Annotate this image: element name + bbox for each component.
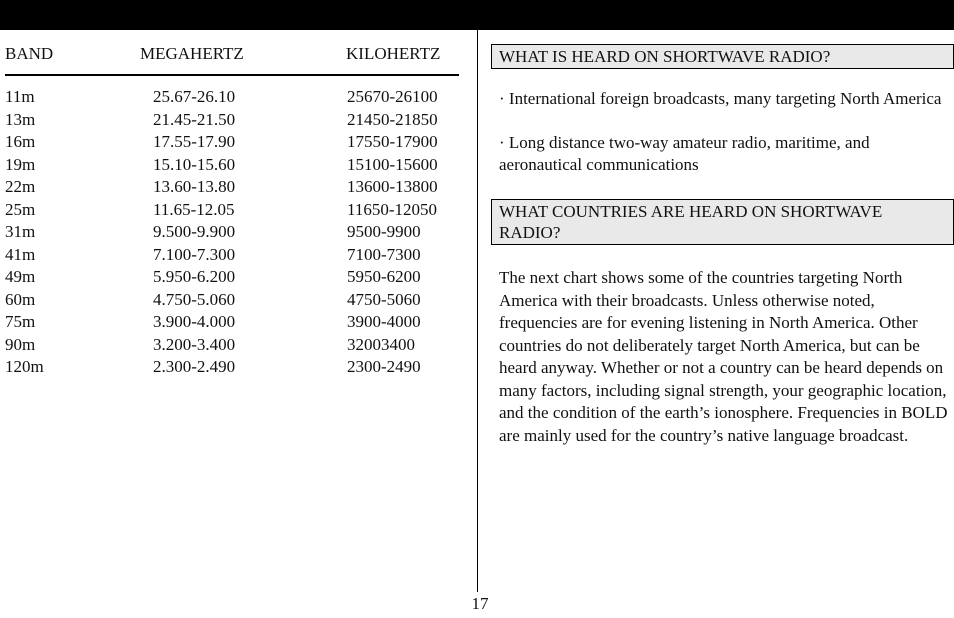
table-row	[5, 154, 459, 177]
table-row	[5, 109, 459, 132]
band-cell: 31m	[5, 222, 36, 241]
megahertz-cell: 13.60-13.80	[153, 177, 236, 196]
table-row	[5, 221, 459, 244]
countries-paragraph: The next chart shows some of the countries targeting North America with their broadcasts. Unless otherwise noted, frequencies are for evening listening in North America. Other countries do not deliberately target North America, but can be heard anyway. Whether or not a country can be heard depends on many factors, including signal strength, your geographic location, and the condition of the earth’s ionosphere. Frequencies in BOLD are mainly used for the country’s native language broadcast.	[499, 268, 948, 445]
kilohertz-cell: 11650-12050	[347, 199, 438, 219]
megahertz-cell: 7.100-7.300	[153, 244, 236, 264]
column-divider	[477, 30, 478, 592]
band-cell: 49m	[5, 267, 36, 286]
kilohertz-cell: 21450-21850	[347, 109, 438, 129]
megahertz-cell: 3.200-3.400	[153, 334, 236, 354]
megahertz-cell: 25.67-26.10	[153, 87, 236, 106]
band-cell: 41m	[5, 244, 36, 264]
megahertz-cell: 2.300-2.490	[153, 357, 236, 376]
band-cell: 120m	[5, 357, 44, 376]
table-row	[5, 199, 459, 222]
kilohertz-cell: 7100-7300	[347, 244, 421, 264]
page-number: 17	[471, 594, 489, 613]
kilohertz-cell: 13600-13800	[347, 177, 438, 196]
megahertz-cell: 11.65-12.05	[153, 199, 235, 219]
kilohertz-cell: 9500-9900	[347, 222, 421, 241]
table-row	[5, 356, 459, 379]
band-cell: 13m	[5, 109, 36, 129]
kilohertz-cell: 2300-2490	[347, 357, 421, 376]
band-cell: 60m	[5, 289, 36, 309]
kilohertz-cell: 32003400	[347, 334, 415, 354]
header-band: BAND	[5, 44, 54, 63]
band-cell: 11m	[5, 87, 35, 106]
band-cell: 19m	[5, 154, 36, 174]
right-column	[491, 44, 954, 447]
table-body	[5, 86, 459, 379]
kilohertz-cell: 5950-6200	[347, 267, 421, 286]
kilohertz-cell: 15100-15600	[347, 154, 438, 174]
top-black-bar	[0, 0, 954, 30]
table-row	[5, 176, 459, 199]
table-row	[5, 266, 459, 289]
table-header	[5, 44, 459, 76]
bullet-amateur-radio: · Long distance two-way amateur radio, maritime, and aeronautical communications	[499, 133, 870, 174]
megahertz-cell: 3.900-4.000	[153, 312, 236, 331]
kilohertz-cell: 17550-17900	[347, 132, 438, 151]
band-cell: 22m	[5, 177, 36, 196]
band-cell: 25m	[5, 199, 36, 219]
header-kilohertz: KILOHERTZ	[346, 44, 441, 63]
table-row	[5, 86, 459, 109]
kilohertz-cell: 4750-5060	[347, 289, 421, 309]
table-row	[5, 244, 459, 267]
band-frequency-table	[5, 44, 459, 379]
megahertz-cell: 21.45-21.50	[153, 109, 236, 129]
table-row	[5, 311, 459, 334]
bullet-international-broadcasts: · International foreign broadcasts, many targeting North America	[499, 89, 942, 108]
megahertz-cell: 15.10-15.60	[153, 154, 236, 174]
band-cell: 75m	[5, 312, 36, 331]
megahertz-cell: 5.950-6.200	[153, 267, 236, 286]
section-heading-countries: WHAT COUNTRIES ARE HEARD ON SHORTWAVE RADIO?	[491, 199, 954, 245]
table-row	[5, 131, 459, 154]
megahertz-cell: 4.750-5.060	[153, 289, 236, 309]
kilohertz-cell: 3900-4000	[347, 312, 421, 331]
table-row	[5, 289, 459, 312]
megahertz-cell: 9.500-9.900	[153, 222, 236, 241]
header-megahertz: MEGAHERTZ	[140, 44, 244, 63]
kilohertz-cell: 25670-26100	[347, 87, 438, 106]
table-row	[5, 334, 459, 357]
band-cell: 16m	[5, 132, 36, 151]
section-heading-heard: WHAT IS HEARD ON SHORTWAVE RADIO?	[491, 44, 954, 69]
band-cell: 90m	[5, 334, 36, 354]
megahertz-cell: 17.55-17.90	[153, 132, 236, 151]
